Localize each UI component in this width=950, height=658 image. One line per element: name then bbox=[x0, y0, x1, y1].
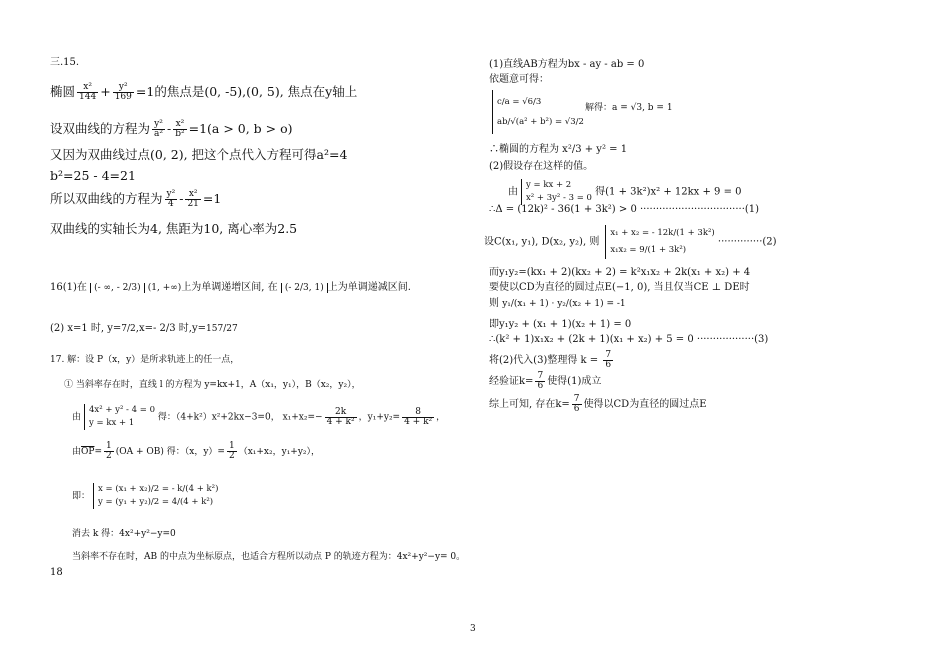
q17-case2: 当斜率不存在时，AB 的中点为坐标原点，也适合方程所以动点 P 的轨迹方程为：4x²+y²−y= 0。 bbox=[72, 552, 466, 562]
r-vieta-line: 设C(x₁, y₁), D(x₂, y₂), 则 x₁ + x₂ = - 12k/(1 + 3k²) x₁x₂ = 9/(1 + 3k²) ··············(2) bbox=[484, 225, 777, 259]
q18-label: 18 bbox=[50, 567, 63, 578]
b-squared-line: b²=25 - 4=21 bbox=[50, 168, 136, 183]
r-solve-k: 将(2)代入(3)整理得 k = $\frac{7}{6}$ bbox=[489, 350, 612, 370]
r-line-ab: (1)直线AB方程为bx - ay - ab = 0 bbox=[489, 59, 645, 70]
r-perpendicular: 则 y₁/(x₁ + 1) · y₂/(x₂ + 1) = -1 bbox=[489, 298, 626, 309]
r-system-line: 由 y = kx + 2 x² + 3y² - 3 = 0 得(1 + 3k²)x² + 12kx + 9 = 0 bbox=[508, 180, 742, 203]
r-conclusion: 综上可知, 存在k= $\frac{7}{6}$ 使得以CD为直径的圆过点E bbox=[489, 394, 707, 414]
r-ellipse-eq: ∴椭圆的方程为 x²/3 + y² = 1 bbox=[489, 144, 628, 155]
page-number: 3 bbox=[470, 624, 476, 634]
hyperbola-equation-line: 所以双曲线的方程为 $\frac{\text{y²}}{4}$ - $\frac{\text{x²}}{21}$ =1 bbox=[50, 189, 222, 209]
r-dot-product: 即y₁y₂ + (x₁ + 1)(x₂ + 1) = 0 bbox=[489, 319, 632, 330]
q17-intro: 17. 解：设 P（x，y）是所求轨迹上的任一点， bbox=[50, 355, 240, 365]
r-condition: 要使以CD为直径的圆过点E(−1, 0), 当且仅当CE ⊥ DE时 bbox=[489, 282, 750, 293]
hyperbola-setup-line: 设双曲线的方程为 $\frac{\text{y²}}{\text{a²}}$ - $\frac{\text{x²}}{\text{b²}}$ =1(a > 0, b > o) bbox=[50, 119, 293, 139]
r-discriminant: ∴Δ = (12k)² - 36(1 + 3k²) > 0 ·································(1) bbox=[489, 204, 760, 215]
r-y1y2: 而y₁y₂=(kx₁ + 2)(kx₂ + 2) = k²x₁x₂ + 2k(x₁ + x₂) + 4 bbox=[489, 267, 751, 278]
r-line-given: 依题意可得： bbox=[489, 74, 549, 85]
q17-eliminate-k: 消去 k 得：4x²+y²−y=0 bbox=[72, 529, 176, 539]
q17-midpoint-line: 即： x = (x₁ + x₂)/2 = - k/(4 + k²) y = (y₁ + y₂)/2 = 4/(4 + k²) bbox=[72, 484, 219, 507]
r-verify: 经验证k= $\frac{7}{6}$ 使得(1)成立 bbox=[489, 371, 602, 391]
q17-vector-line: 由$\overline{OP}=$ $\frac{1}{2}$ (OA + OB) 得：（x，y）= $\frac{1}{2}$ （x₁+x₂，y₁+y₂）， bbox=[72, 441, 321, 461]
r-assume: (2)假设存在这样的值。 bbox=[489, 161, 594, 172]
r-equation-3: ∴(k² + 1)x₁x₂ + (2k + 1)(x₁ + x₂) + 5 = 0 ··················(3) bbox=[489, 334, 769, 345]
q16-line1: 16(1)在 (- ∞, - 2/3) (1, +∞)上为单调递增区间, 在 (- 2/3, 1) 上为单调递减区间. bbox=[50, 282, 411, 293]
r-solve-ab: 解得：a = √3, b = 1 bbox=[585, 103, 673, 113]
substitute-line: 又因为双曲线过点(0, 2), 把这个点代入方程可得a²=4 bbox=[50, 147, 348, 162]
r-system-ab: c/a = √6/3 ab/√(a² + b²) = √3/2 bbox=[489, 90, 584, 134]
q17-system-line: 由 4x² + y² - 4 = 0 y = kx + 1 得：（4+k²）x²+2kx−3=0， x₁+x₂=− $\frac{2k}{\text{4 + k²}}$ ，y₁+y₂= $\frac{8}{\text{4 + k²}}$ ， bbox=[72, 405, 446, 428]
q17-case1: ① 当斜率存在时，直线 l 的方程为 y=kx+1，A（x₁，y₁），B（x₂，y₂）， bbox=[64, 380, 361, 390]
hyperbola-properties-line: 双曲线的实轴长为4, 焦距为10, 离心率为2.5 bbox=[50, 221, 298, 236]
section-label: 三.15. bbox=[50, 57, 80, 68]
q16-line2: (2) x=1 时, y=7/2,x=- 2/3 时,y=157/27 bbox=[50, 323, 238, 334]
ellipse-line: 椭圆 $\frac{\text{x²}}{144}$ + $\frac{\text{y²}}{169}$ =1的焦点是(0, -5),(0, 5), 焦点在y轴上 bbox=[50, 82, 358, 102]
